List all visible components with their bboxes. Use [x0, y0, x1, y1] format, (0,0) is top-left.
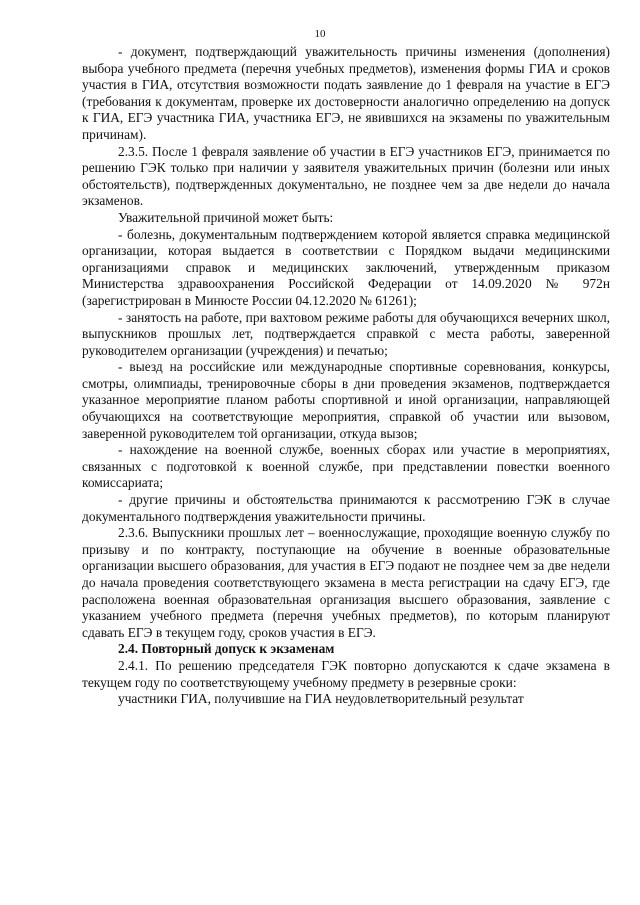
paragraph-gia-participants: участники ГИА, получившие на ГИА неудовлетворительный результат [118, 691, 524, 707]
paragraph-2-3-5: 2.3.5. После 1 февраля заявление об участии в ЕГЭ участников ЕГЭ, принимается по решению ГЭК только при наличии у заявителя уважительных причин (болезни или иных обстоятельств), подтвержденных документально, не позднее чем за две недели до начала экзаменов. [82, 143, 610, 209]
document-body [82, 44, 610, 708]
page-number: 10 [314, 28, 326, 40]
paragraph-reason-illness: - болезнь, документальным подтверждением которой является справка медицинской организации, которая выдается в соответствии с Порядком выдачи медицинскими организациями справок и медицинских заключений, утвержденным приказом Министерства здравоохранения Российской Федерации от 14.09.2020 № 972н (зарегистрирован в Минюсте России 04.12.2020 № 61261); [82, 226, 610, 308]
paragraph-reason-other: - другие причины и обстоятельства принимаются к рассмотрению ГЭК в случае документального подтверждения уважительности причины. [82, 492, 610, 524]
paragraph-reason-military: - нахождение на военной службе, военных сборах или участие в мероприятиях, связанных с подготовкой к военной службе, при представлении повестки военного комиссариата; [82, 442, 610, 491]
paragraph-valid-reasons-intro: Уважительной причиной может быть: [118, 209, 334, 225]
paragraph-2-3-6: 2.3.6. Выпускники прошлых лет – военнослужащие, проходящие военную службу по призыву и по контракту, поступающие на обучение в военные образовательные организации высшего образования, для участия в ЕГЭ подают не позднее чем за две недели до начала проведения соответствующего экзамена в места регистрации на сдачу ЕГЭ, где расположена военная образовательная организация высшего образования, заявление с указанием учебного предмета (перечня учебных предметов), по которым планируют сдавать ЕГЭ в текущем году, сроков участия в ЕГЭ. [82, 525, 610, 640]
paragraph-reason-competitions: - выезд на российские или международные спортивные соревнования, конкурсы, смотры, олимпиады, тренировочные сборы в дни проведения экзаменов, подтверждается указанное мероприятие планом работы спортивной и иной организации, направляющей обучающихся на соответствующие мероприятия, справкой об участии или вызовом, заверенной руководителем той организации, откуда вызов; [82, 359, 610, 441]
section-heading-2-4: 2.4. Повторный допуск к экзаменам [118, 641, 335, 657]
paragraph-reason-work: - занятость на работе, при вахтовом режиме работы для обучающихся вечерних школ, выпускников прошлых лет, подтверждается справкой с места работы, заверенной руководителем организации (учреждения) и печатью; [82, 309, 610, 358]
paragraph-2-4-1: 2.4.1. По решению председателя ГЭК повторно допускаются к сдаче экзамена в текущем году по соответствующему учебному предмету в резервные сроки: [82, 657, 610, 690]
paragraph-document-requirements: - документ, подтверждающий уважительность причины изменения (дополнения) выбора учебного предмета (перечня учебных предметов), изменения формы ГИА и сроков участия в ГИА, отсутствия возможности подать заявление до 1 февраля на участие в ЕГЭ (требования к документам, проверке их достоверности аналогично определению на допуск к ГИА, ЕГЭ участника ГИА, участника ЕГЭ, не явившихся на экзамены по уважительным причинам). [82, 44, 610, 142]
